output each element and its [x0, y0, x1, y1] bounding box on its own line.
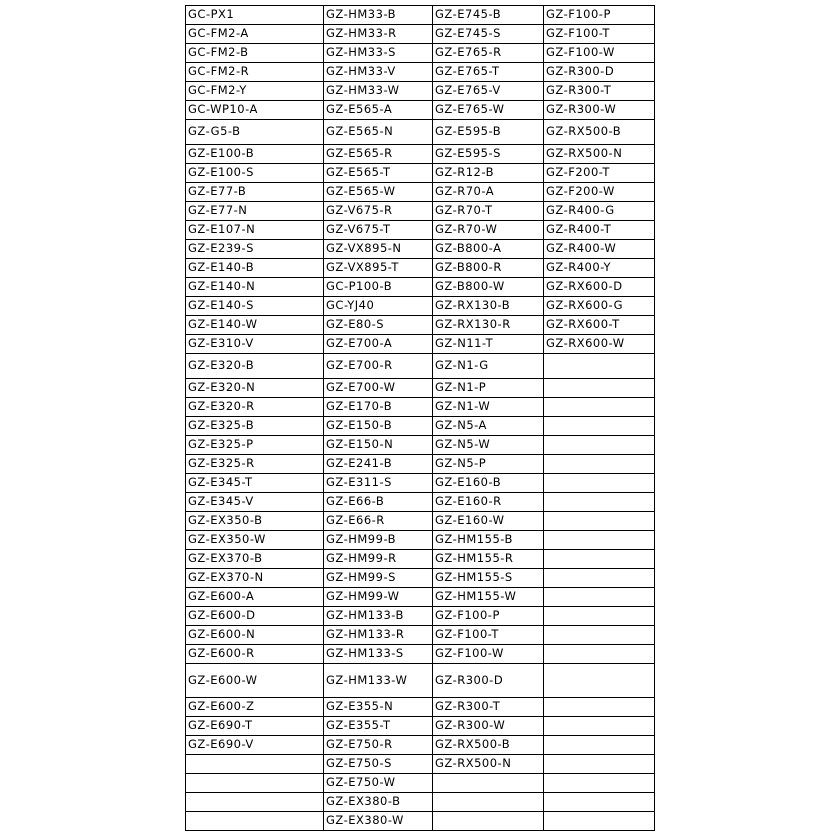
model-cell: GZ-E690-T: [186, 717, 324, 736]
table-row: [186, 774, 655, 793]
model-cell: GZ-HM99-W: [324, 588, 433, 607]
model-cell: GZ-E320-N: [186, 379, 324, 398]
model-cell: GZ-R70-T: [433, 202, 544, 221]
model-cell: GZ-EX350-B: [186, 512, 324, 531]
model-cell: GZ-RX130-R: [433, 316, 544, 335]
model-cell: GZ-E325-R: [186, 455, 324, 474]
model-cell: GZ-EX370-B: [186, 550, 324, 569]
model-cell: GZ-N1-G: [433, 354, 544, 379]
model-cell: GZ-E66-R: [324, 512, 433, 531]
model-cell: GZ-VX895-T: [324, 259, 433, 278]
table-row: [186, 531, 655, 550]
model-cell: GZ-F200-T: [544, 164, 655, 183]
model-cell: GZ-E700-A: [324, 335, 433, 354]
table-row: [186, 588, 655, 607]
table-row: [186, 354, 655, 379]
model-cell: GZ-E150-N: [324, 436, 433, 455]
model-cell: [544, 755, 655, 774]
model-cell: GZ-E140-W: [186, 316, 324, 335]
model-cell: GC-WP10-A: [186, 101, 324, 120]
model-cell: GZ-RX500-B: [544, 120, 655, 145]
model-cell: GZ-HM133-W: [324, 664, 433, 698]
model-cell: GZ-N1-P: [433, 379, 544, 398]
model-cell: GZ-N5-A: [433, 417, 544, 436]
model-cell: GZ-E595-B: [433, 120, 544, 145]
table-row: [186, 379, 655, 398]
table-row: [186, 240, 655, 259]
table-row: [186, 569, 655, 588]
model-cell: GZ-HM99-R: [324, 550, 433, 569]
model-cell: [544, 664, 655, 698]
model-cell: GZ-RX500-N: [433, 755, 544, 774]
model-cell: GZ-HM33-V: [324, 63, 433, 82]
model-cell: GZ-E600-A: [186, 588, 324, 607]
model-cell: [544, 588, 655, 607]
model-cell: GZ-E355-T: [324, 717, 433, 736]
model-cell: GZ-N11-T: [433, 335, 544, 354]
model-cell: GZ-E100-B: [186, 145, 324, 164]
model-cell: GZ-F100-T: [544, 25, 655, 44]
model-cell: [544, 379, 655, 398]
model-cell: GZ-E140-B: [186, 259, 324, 278]
model-cell: GZ-E565-R: [324, 145, 433, 164]
model-cell: GZ-E140-S: [186, 297, 324, 316]
model-cell: GZ-E345-T: [186, 474, 324, 493]
model-cell: GZ-E77-N: [186, 202, 324, 221]
table-row: [186, 664, 655, 698]
model-cell: GZ-E77-B: [186, 183, 324, 202]
model-cell: GZ-E160-B: [433, 474, 544, 493]
table-row: [186, 550, 655, 569]
model-cell: GC-YJ40: [324, 297, 433, 316]
model-cell: GZ-EX350-W: [186, 531, 324, 550]
model-cell: GZ-E565-T: [324, 164, 433, 183]
model-cell: [544, 793, 655, 812]
model-cell: GZ-VX895-N: [324, 240, 433, 259]
table-row: [186, 736, 655, 755]
model-cell: GZ-E765-R: [433, 44, 544, 63]
table-row: [186, 436, 655, 455]
model-cell: GZ-R300-W: [544, 101, 655, 120]
model-cell: [186, 812, 324, 831]
model-cell: GZ-HM33-W: [324, 82, 433, 101]
model-cell: GZ-HM133-R: [324, 626, 433, 645]
model-cell: GC-FM2-R: [186, 63, 324, 82]
model-cell: GC-PX1: [186, 6, 324, 25]
model-cell: [544, 569, 655, 588]
model-cell: GZ-RX500-B: [433, 736, 544, 755]
model-cell: GZ-N5-P: [433, 455, 544, 474]
model-cell: [433, 812, 544, 831]
model-cell: [544, 607, 655, 626]
table-row: [186, 698, 655, 717]
table-row: [186, 455, 655, 474]
model-cell: GZ-RX600-D: [544, 278, 655, 297]
table-row: [186, 202, 655, 221]
model-cell: GZ-E600-W: [186, 664, 324, 698]
model-cell: [544, 354, 655, 379]
model-cell: [544, 717, 655, 736]
model-cell: GZ-E107-N: [186, 221, 324, 240]
model-cell: GZ-E765-T: [433, 63, 544, 82]
model-cell: GZ-RX130-B: [433, 297, 544, 316]
model-cell: GZ-R12-B: [433, 164, 544, 183]
model-cell: GZ-E311-S: [324, 474, 433, 493]
model-cell: GZ-EX370-N: [186, 569, 324, 588]
model-cell: GZ-E241-B: [324, 455, 433, 474]
model-cell: GZ-E80-S: [324, 316, 433, 335]
model-cell: GZ-HM33-R: [324, 25, 433, 44]
model-cell: GZ-E160-R: [433, 493, 544, 512]
table-row: [186, 812, 655, 831]
model-cell: GC-FM2-A: [186, 25, 324, 44]
model-cell: GZ-E600-R: [186, 645, 324, 664]
model-cell: [544, 645, 655, 664]
model-cell: GZ-E765-V: [433, 82, 544, 101]
model-cell: [544, 736, 655, 755]
model-cell: GZ-F100-W: [433, 645, 544, 664]
model-cell: GZ-E745-B: [433, 6, 544, 25]
model-number-table: [185, 5, 655, 831]
model-cell: GZ-HM133-B: [324, 607, 433, 626]
model-cell: GZ-HM99-B: [324, 531, 433, 550]
table-row: [186, 120, 655, 145]
model-cell: GZ-RX600-W: [544, 335, 655, 354]
model-cell: [186, 793, 324, 812]
table-row: [186, 626, 655, 645]
model-cell: [186, 755, 324, 774]
table-row: [186, 164, 655, 183]
model-cell: [544, 550, 655, 569]
table-row: [186, 82, 655, 101]
model-cell: [433, 774, 544, 793]
table-row: [186, 645, 655, 664]
model-cell: GZ-HM133-S: [324, 645, 433, 664]
model-cell: GZ-E140-N: [186, 278, 324, 297]
table-row: [186, 755, 655, 774]
table-row: [186, 316, 655, 335]
model-cell: GZ-E565-N: [324, 120, 433, 145]
model-cell: GZ-F100-P: [544, 6, 655, 25]
model-cell: GZ-R300-T: [544, 82, 655, 101]
model-cell: GZ-HM155-W: [433, 588, 544, 607]
model-cell: GZ-HM99-S: [324, 569, 433, 588]
model-cell: GZ-E325-B: [186, 417, 324, 436]
model-cell: GZ-E66-B: [324, 493, 433, 512]
model-cell: GZ-B800-A: [433, 240, 544, 259]
model-cell: GC-FM2-B: [186, 44, 324, 63]
model-cell: GZ-HM155-B: [433, 531, 544, 550]
model-cell: GZ-E690-V: [186, 736, 324, 755]
table-row: [186, 101, 655, 120]
model-cell: [544, 436, 655, 455]
table-row: [186, 297, 655, 316]
model-cell: GZ-E325-P: [186, 436, 324, 455]
model-cell: GZ-RX600-T: [544, 316, 655, 335]
model-cell: GZ-E320-R: [186, 398, 324, 417]
model-cell: GZ-F200-W: [544, 183, 655, 202]
model-cell: GZ-E750-R: [324, 736, 433, 755]
table-row: [186, 398, 655, 417]
model-cell: GZ-RX500-N: [544, 145, 655, 164]
model-cell: [544, 774, 655, 793]
model-cell: GZ-F100-T: [433, 626, 544, 645]
model-cell: GZ-E745-S: [433, 25, 544, 44]
model-cell: GZ-E595-S: [433, 145, 544, 164]
table-row: [186, 278, 655, 297]
model-cell: GZ-B800-R: [433, 259, 544, 278]
table-row: [186, 145, 655, 164]
table-row: [186, 63, 655, 82]
model-cell: [544, 493, 655, 512]
model-cell: GZ-HM155-R: [433, 550, 544, 569]
model-cell: GC-FM2-Y: [186, 82, 324, 101]
model-cell: GZ-E700-R: [324, 354, 433, 379]
model-cell: GZ-B800-W: [433, 278, 544, 297]
model-cell: GZ-RX600-G: [544, 297, 655, 316]
model-cell: GZ-R300-D: [433, 664, 544, 698]
model-cell: GZ-G5-B: [186, 120, 324, 145]
model-cell: GZ-HM33-S: [324, 44, 433, 63]
table-row: [186, 793, 655, 812]
model-cell: GZ-E700-W: [324, 379, 433, 398]
model-cell: GZ-R400-Y: [544, 259, 655, 278]
model-cell: GZ-E320-B: [186, 354, 324, 379]
table-row: [186, 221, 655, 240]
model-cell: GZ-E150-B: [324, 417, 433, 436]
model-cell: GC-P100-B: [324, 278, 433, 297]
table-row: [186, 512, 655, 531]
model-cell: GZ-E565-W: [324, 183, 433, 202]
model-cell: GZ-R300-T: [433, 698, 544, 717]
model-cell: GZ-R300-W: [433, 717, 544, 736]
model-cell: GZ-F100-P: [433, 607, 544, 626]
model-cell: [544, 417, 655, 436]
model-cell: GZ-E239-S: [186, 240, 324, 259]
table-row: [186, 25, 655, 44]
table-row: [186, 335, 655, 354]
model-cell: GZ-E355-N: [324, 698, 433, 717]
model-cell: GZ-R400-W: [544, 240, 655, 259]
model-cell: GZ-V675-R: [324, 202, 433, 221]
model-number-table-body: [186, 6, 655, 831]
model-cell: GZ-EX380-B: [324, 793, 433, 812]
model-cell: [544, 512, 655, 531]
model-cell: GZ-N5-W: [433, 436, 544, 455]
model-cell: GZ-E600-Z: [186, 698, 324, 717]
model-cell: [544, 455, 655, 474]
table-row: [186, 417, 655, 436]
model-cell: GZ-E765-W: [433, 101, 544, 120]
model-cell: GZ-E750-W: [324, 774, 433, 793]
model-cell: GZ-E750-S: [324, 755, 433, 774]
model-cell: [544, 698, 655, 717]
model-cell: GZ-F100-W: [544, 44, 655, 63]
model-cell: [544, 474, 655, 493]
model-cell: GZ-R400-G: [544, 202, 655, 221]
model-cell: GZ-E170-B: [324, 398, 433, 417]
table-row: [186, 717, 655, 736]
model-cell: GZ-E100-S: [186, 164, 324, 183]
model-cell: GZ-EX380-W: [324, 812, 433, 831]
table-row: [186, 493, 655, 512]
model-cell: GZ-HM33-B: [324, 6, 433, 25]
model-cell: [544, 531, 655, 550]
model-cell: [186, 774, 324, 793]
model-cell: GZ-R70-A: [433, 183, 544, 202]
model-cell: GZ-R300-D: [544, 63, 655, 82]
table-row: [186, 183, 655, 202]
model-cell: GZ-E345-V: [186, 493, 324, 512]
model-cell: GZ-E565-A: [324, 101, 433, 120]
model-cell: GZ-R70-W: [433, 221, 544, 240]
model-cell: [544, 626, 655, 645]
model-cell: GZ-HM155-S: [433, 569, 544, 588]
model-cell: GZ-E160-W: [433, 512, 544, 531]
table-row: [186, 607, 655, 626]
model-cell: [544, 398, 655, 417]
model-cell: GZ-N1-W: [433, 398, 544, 417]
model-cell: GZ-E600-D: [186, 607, 324, 626]
table-row: [186, 44, 655, 63]
model-cell: GZ-R400-T: [544, 221, 655, 240]
model-cell: [544, 812, 655, 831]
model-cell: GZ-E600-N: [186, 626, 324, 645]
table-row: [186, 259, 655, 278]
table-row: [186, 6, 655, 25]
model-cell: GZ-E310-V: [186, 335, 324, 354]
model-cell: GZ-V675-T: [324, 221, 433, 240]
table-row: [186, 474, 655, 493]
model-cell: [433, 793, 544, 812]
